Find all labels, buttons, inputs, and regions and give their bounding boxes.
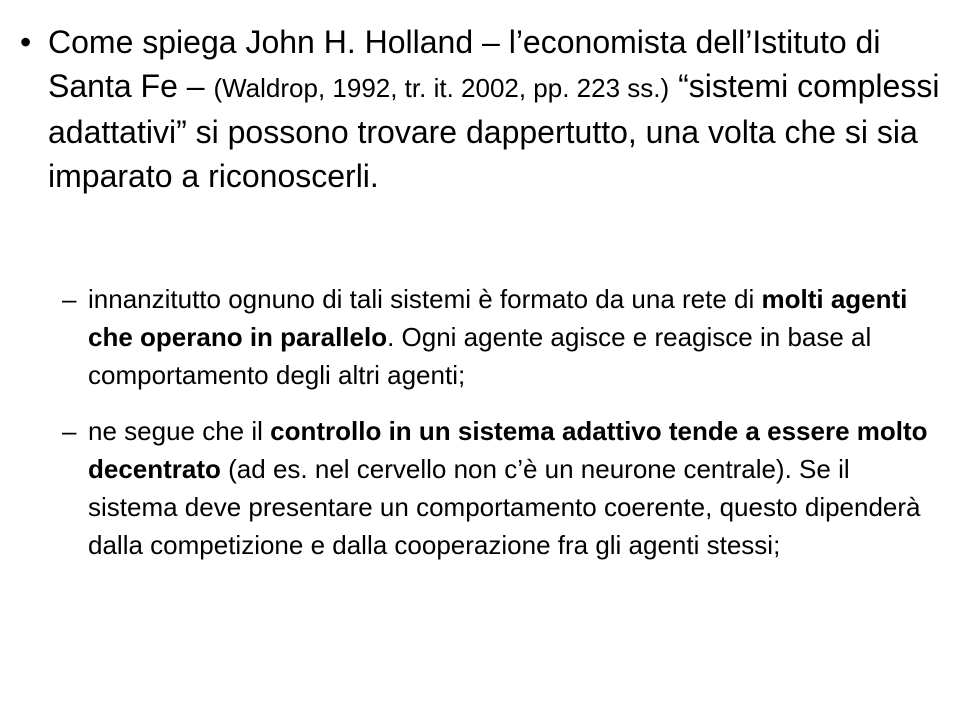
main-bullet-text-part1: Come spiega John H. Holland – l’economista dell’Istituto di Santa Fe – [48,24,881,104]
sub-bullet-item [62,280,942,394]
sub-bullet-text-after: . Ogni agente agisce e reagisce in base al comportamento degli altri agenti; [88,322,872,390]
main-bullet-text [48,20,940,198]
main-bullet-item [20,20,940,198]
sub-bullet-item [62,412,942,564]
main-bullet-text-part2: “sistemi complessi adattativi” si possono trovare dappertutto, una volta che si sia imparato a riconoscerli. [48,68,940,194]
sub-bullet-list [62,280,942,582]
sub-bullet-text [88,280,942,394]
sub-bullet-bold-text: molti agenti che operano in parallelo [88,284,908,352]
sub-bullet-text-after: (ad es. nel cervello non c’è un neurone centrale). Se il sistema deve presentare un comportamento coerente, questo dipenderà dalla competizione e dalla cooperazione fra gli agenti stessi; [88,454,921,560]
dash-marker: – [62,284,77,314]
dash-marker: – [62,416,77,446]
sub-bullet-text-before: innanzitutto ognuno di tali sistemi è formato da una rete di [88,284,762,314]
sub-bullet-bold-text: controllo in un sistema adattivo tende a essere molto decentrato [88,416,928,484]
sub-bullet-text [88,412,942,564]
citation-text: (Waldrop, 1992, tr. it. 2002, pp. 223 ss.) [213,73,670,103]
bullet-marker: • [20,24,32,60]
sub-bullet-text-before: ne segue che il [88,416,271,446]
